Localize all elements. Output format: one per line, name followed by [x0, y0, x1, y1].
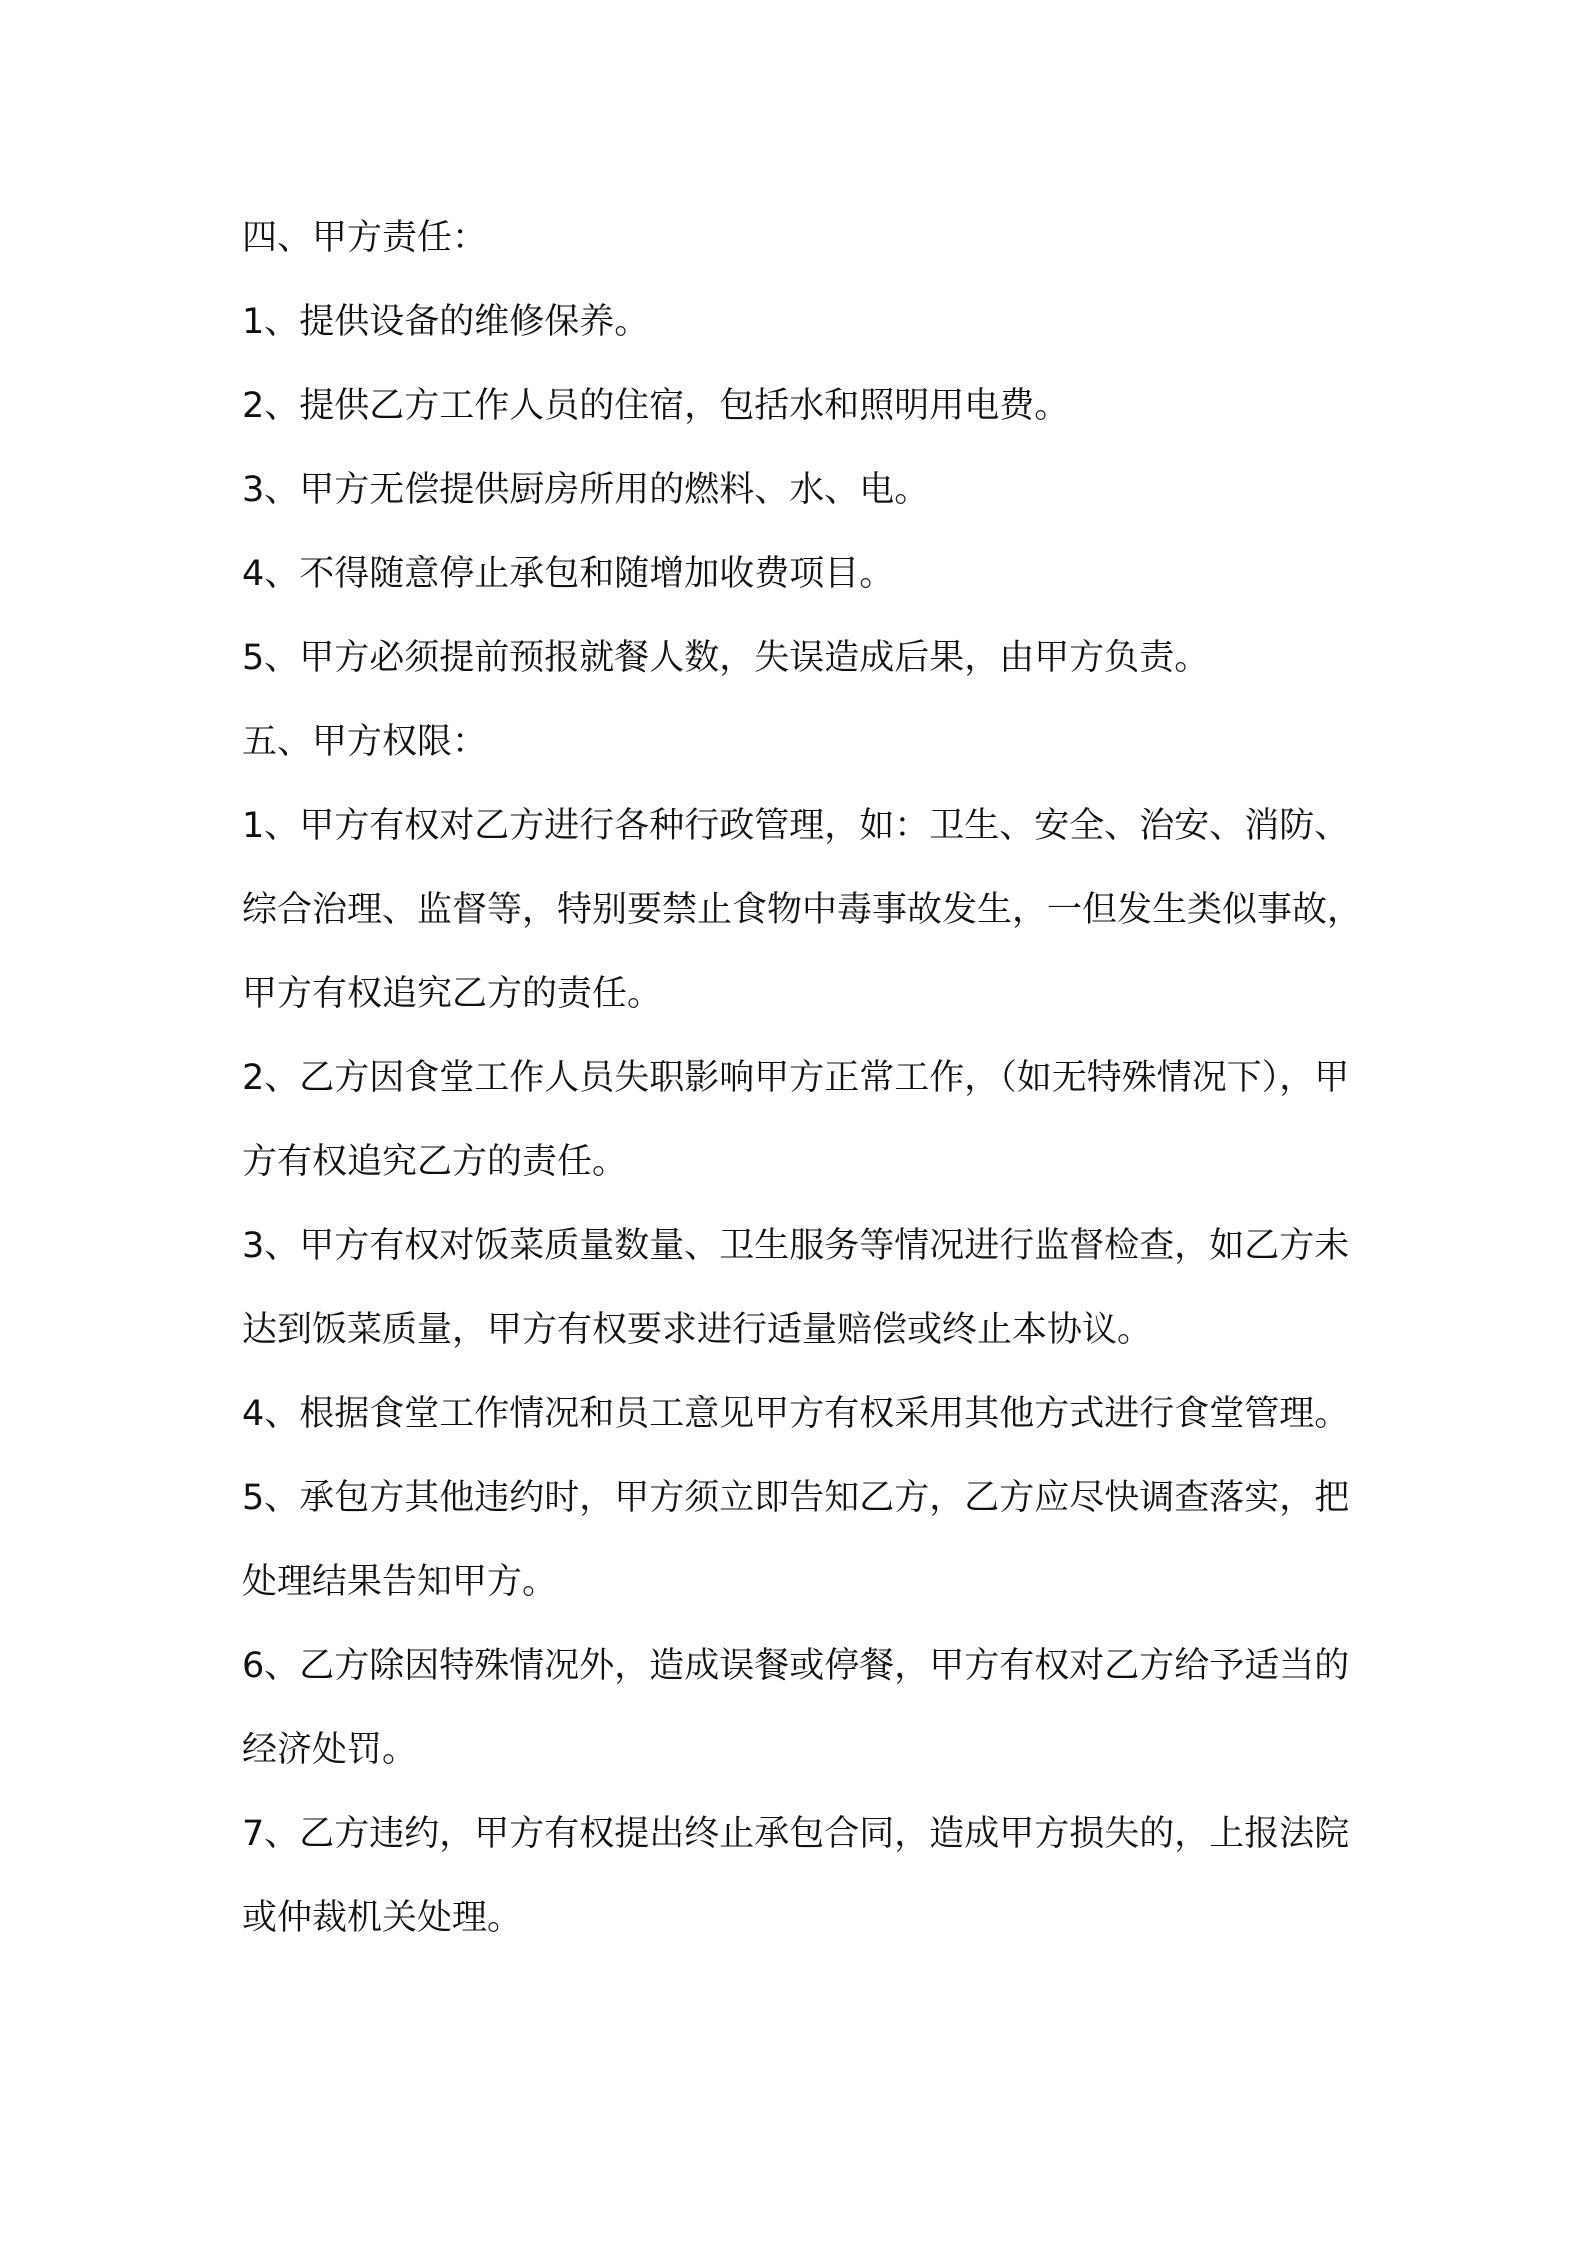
clause-item: 5、甲方必须提前预报就餐人数，失误造成后果，由甲方负责。	[242, 638, 1210, 678]
clause-item: 5、承包方其他违约时，甲方须立即告知乙方，乙方应尽快调查落实，把处理结果告知甲方。	[242, 1478, 1350, 1602]
clause-item: 2、提供乙方工作人员的住宿，包括水和照明用电费。	[242, 386, 1070, 426]
clause-item: 4、根据食堂工作情况和员工意见甲方有权采用其他方式进行食堂管理。	[242, 1394, 1350, 1434]
section-heading-party-a-responsibilities: 四、甲方责任：	[242, 218, 488, 258]
clause-item: 4、不得随意停止承包和随增加收费项目。	[242, 554, 895, 594]
clause-item: 2、乙方因食堂工作人员失职影响甲方正常工作，（如无特殊情况下），甲方有权追究乙方的责任。	[242, 1058, 1350, 1182]
clause-item: 3、甲方有权对饭菜质量数量、卫生服务等情况进行监督检查，如乙方未达到饭菜质量，甲方有权要求进行适量赔偿或终止本协议。	[242, 1226, 1350, 1350]
clause-item: 1、提供设备的维修保养。	[242, 302, 650, 342]
clause-item: 3、甲方无偿提供厨房所用的燃料、水、电。	[242, 470, 930, 510]
clause-item: 1、甲方有权对乙方进行各种行政管理，如：卫生、安全、治安、消防、综合治理、监督等，特别要禁止食物中毒事故发生，一但发生类似事故，甲方有权追究乙方的责任。	[242, 806, 1363, 1014]
clause-item: 7、乙方违约，甲方有权提出终止承包合同，造成甲方损失的，上报法院或仲裁机关处理。	[242, 1814, 1350, 1938]
document-body	[242, 196, 1367, 1960]
section-heading-party-a-rights: 五、甲方权限：	[242, 722, 488, 762]
clause-item: 6、乙方除因特殊情况外，造成误餐或停餐，甲方有权对乙方给予适当的经济处罚。	[242, 1646, 1350, 1770]
